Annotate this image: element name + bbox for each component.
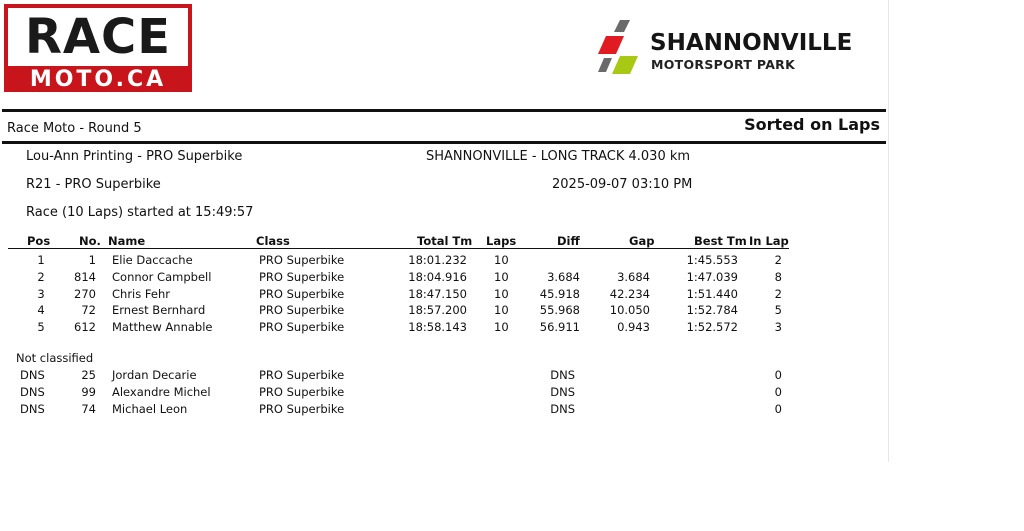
row-5-name: Matthew Annable	[112, 320, 213, 335]
row-2-name: Connor Campbell	[112, 269, 212, 284]
row-5-no: 612	[74, 320, 96, 335]
nc-row-3-inlap: 0	[774, 401, 782, 416]
row-4-name: Ernest Bernhard	[112, 303, 206, 318]
racemoto-logo-bottom: MOTO.CA	[29, 66, 167, 92]
nc-row-1-pos: DNS	[20, 368, 45, 382]
row-5-total: 18:58.143	[408, 320, 467, 335]
col-best: Best Tm	[694, 234, 747, 248]
row-5-class: PRO Superbike	[259, 320, 345, 335]
col-pos: Pos	[27, 234, 51, 248]
track-name: SHANNONVILLE - LONG TRACK 4.030 km	[426, 149, 691, 164]
row-2-pos: 2	[37, 269, 45, 284]
event-title: Race Moto - Round 5	[7, 121, 142, 136]
nc-row-3-name: Michael Leon	[112, 401, 188, 416]
col-total: Total Tm	[417, 234, 473, 248]
col-laps: Laps	[486, 234, 517, 248]
row-1-pos: 1	[37, 253, 45, 267]
row-1-best: 1:45.553	[686, 253, 738, 267]
nc-row-2-class: PRO Superbike	[259, 384, 345, 399]
row-4-pos: 4	[37, 303, 45, 318]
col-no: No.	[79, 234, 101, 248]
row-5-best: 1:52.572	[686, 320, 738, 335]
nc-row-2-diff: DNS	[550, 384, 575, 399]
row-2-laps: 10	[494, 269, 509, 284]
nc-row-3-no: 74	[81, 401, 96, 416]
row-3-name: Chris Fehr	[112, 286, 170, 301]
nc-row-3-class: PRO Superbike	[259, 401, 345, 416]
nc-row-1-name: Jordan Decarie	[112, 368, 197, 382]
row-2-gap: 3.684	[617, 269, 650, 284]
row-3-gap: 42.234	[609, 286, 650, 301]
row-2-no: 814	[74, 269, 96, 284]
row-4-no: 72	[81, 303, 96, 318]
col-class: Class	[256, 234, 290, 248]
row-3-no: 270	[74, 286, 96, 301]
row-1-inlap: 2	[774, 253, 782, 267]
row-5-laps: 10	[494, 320, 509, 335]
nc-row-3-diff: DNS	[550, 401, 575, 416]
row-5-inlap: 3	[774, 320, 782, 335]
nc-row-3-pos: DNS	[20, 401, 45, 416]
row-4-diff: 55.968	[539, 303, 580, 318]
nc-row-2-no: 99	[81, 384, 96, 399]
nc-row-1-diff: DNS	[550, 368, 575, 382]
shannonville-logo	[598, 18, 888, 82]
row-5-pos: 5	[37, 320, 45, 335]
row-3-laps: 10	[494, 286, 509, 301]
row-5-diff: 56.911	[539, 320, 580, 335]
shannonville-flag-icon	[598, 18, 650, 82]
racemoto-logo	[4, 4, 192, 92]
row-3-total: 18:47.150	[408, 286, 467, 301]
row-2-inlap: 8	[774, 269, 782, 284]
header-rule-bottom	[2, 141, 886, 144]
row-4-class: PRO Superbike	[259, 303, 345, 318]
row-4-inlap: 5	[774, 303, 782, 318]
col-diff: Diff	[557, 234, 580, 248]
row-4-gap: 10.050	[609, 303, 650, 318]
nc-row-2-inlap: 0	[774, 384, 782, 399]
session-name: R21 - PRO Superbike	[26, 177, 161, 192]
row-4-total: 18:57.200	[408, 303, 467, 318]
row-4-best: 1:52.784	[686, 303, 738, 318]
row-3-pos: 3	[37, 286, 45, 301]
row-3-inlap: 2	[774, 286, 782, 301]
row-1-class: PRO Superbike	[259, 253, 345, 267]
race-start: Race (10 Laps) started at 15:49:57	[26, 205, 254, 220]
nc-row-2-pos: DNS	[20, 384, 45, 399]
row-1-laps: 10	[494, 253, 509, 267]
header-underline	[8, 248, 789, 249]
row-2-best: 1:47.039	[686, 269, 738, 284]
session-datetime: 2025-09-07 03:10 PM	[552, 177, 693, 192]
row-3-best: 1:51.440	[686, 286, 738, 301]
racemoto-logo-top: RACE	[8, 8, 188, 66]
nc-row-1-class: PRO Superbike	[259, 368, 345, 382]
row-2-diff: 3.684	[547, 269, 580, 284]
not-classified-label: Not classified	[16, 351, 94, 365]
row-1-total: 18:01.232	[408, 253, 467, 267]
row-5-gap: 0.943	[617, 320, 650, 335]
nc-row-1-no: 25	[81, 368, 96, 382]
row-1-no: 1	[88, 253, 96, 267]
row-2-total: 18:04.916	[408, 269, 467, 284]
col-name: Name	[108, 234, 146, 248]
row-1-name: Elie Daccache	[112, 253, 193, 267]
shannonville-name: SHANNONVILLE	[650, 30, 853, 56]
sort-label: Sorted on Laps	[744, 115, 880, 134]
col-gap: Gap	[629, 234, 655, 248]
row-2-class: PRO Superbike	[259, 269, 345, 284]
row-3-class: PRO Superbike	[259, 286, 345, 301]
shannonville-subtitle: MOTORSPORT PARK	[651, 57, 796, 72]
nc-row-1-inlap: 0	[774, 368, 782, 382]
row-3-diff: 45.918	[539, 286, 580, 301]
series-name: Lou-Ann Printing - PRO Superbike	[26, 149, 243, 164]
header-rule-top	[2, 109, 886, 112]
row-4-laps: 10	[494, 303, 509, 318]
col-inlap: In Lap	[749, 234, 789, 248]
nc-row-2-name: Alexandre Michel	[112, 384, 211, 399]
